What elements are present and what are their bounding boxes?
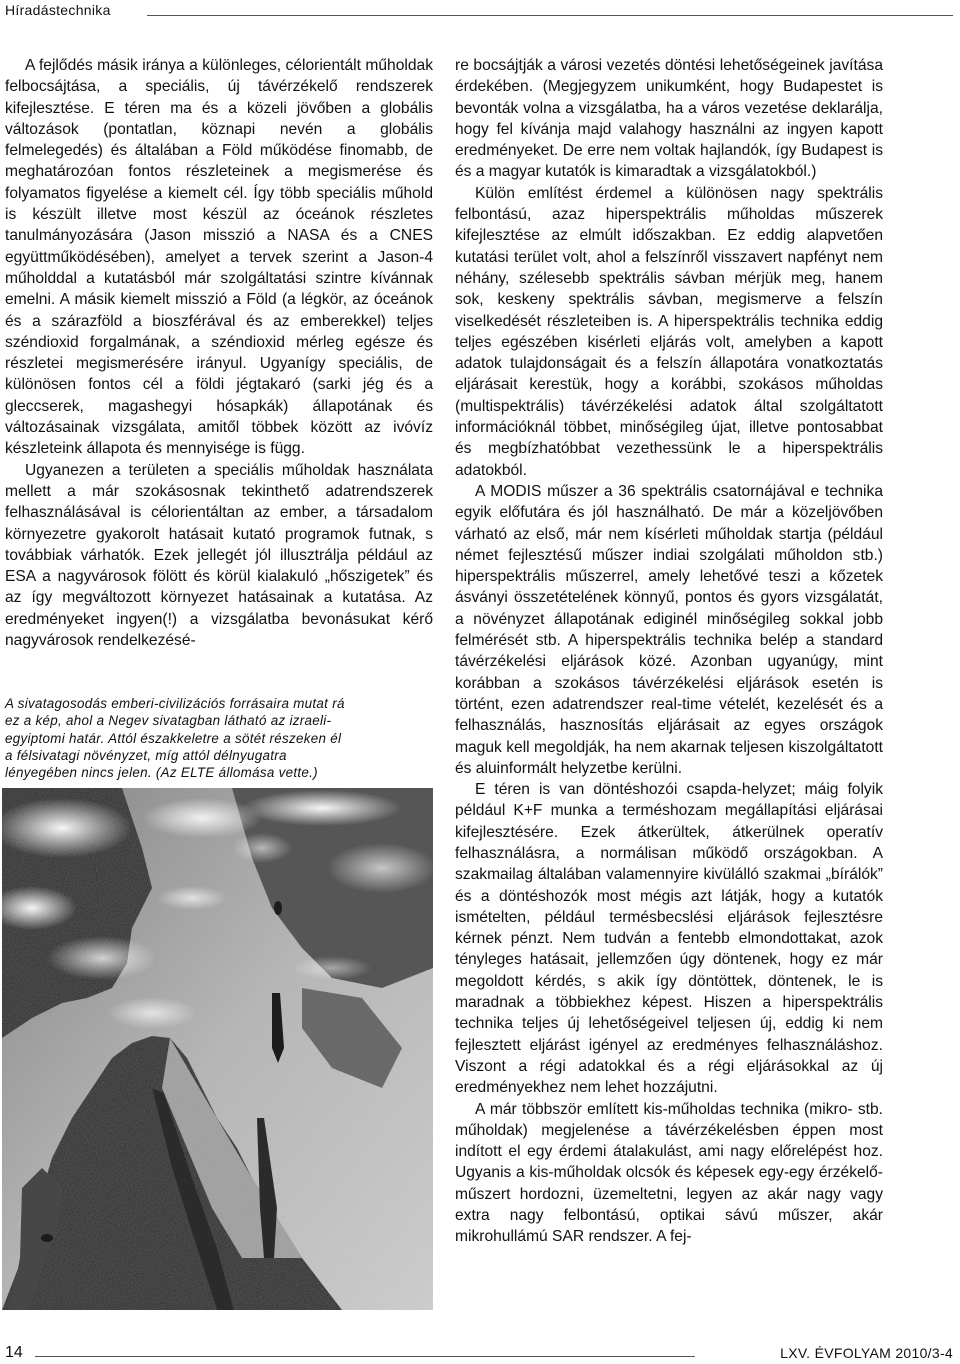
figure-caption [5, 695, 433, 781]
page-number: 14 [5, 1344, 23, 1361]
caption-line: A sivatagosodás emberi-civilizációs forrásaira mutat rá [5, 696, 345, 711]
paragraph: E téren is van döntéshozói csapda-helyzet; máig folyik például K+F munka a terméshozam megállapítási eljárásai kifejlesztésére. Ezek átkerültek, átkerülnek operatív felhasználásra, a normálisan működő országokban. A szakmailag általában valamennyire kivülálló szakmai „bírálók” és a döntéshozók most mégis azt látják, hogy a kutatók ismételten, például termésbecslési eljárások fejlesztésre kérnek pénzt. Nem tudván a fentebb elmondottakat, azok tényleges hatásait, jellemzően úgy döntenek, hogy ez már megoldott kérdés, s akik így döntöttek, döntenek, le is maradnak a többiekhez képest. Hiszen a hiperspektrális technika teljes új lehetőségeivel teljesen új, eddig ki nem fejlesztett eljárást igényel az eredményes felhasználáshoz. Viszont a régi adatokkal és a régi eljárásokkal az új eredményekhez nem lehet hozzájutni. [455, 781, 883, 1097]
caption-line: lényegében nincs jelen. (Az ELTE állomása vette.) [5, 765, 318, 781]
paragraph: A fejlődés másik iránya a különleges, célorientált műholdak felbocsájtása, a speciális, új távérzékelő rendszerek kifejlesztése. E téren ma és a közeli jövőben a globális változások (pontatlan, köznapi nevén a globális felmelegedés) és általában a Föld működése finomabb, de meghatározóan fontos részleteinek a megismerése és folyamatos figyelése a kiemelt cél. Így több speciális műhold is készült illetve most készül az óceánok részletes tanulmányozására (Jason misszió a NASA és a CNES együttműködésében), amelyet a tervek szerint a Jason-4 műholddal a kutatásból már szolgáltatási szintre kívánnak emelni. A másik kiemelt misszió a Föld (a légkör, az óceánok és a szárazföld a bioszférával és az emberekkel) teljes széndioxid forgalmának, a széndioxid mérleg egésze és részletei megismerésére irányul. Ugyanígy speciális, de különösen fontos cél a földi jégtakaró (sarki jég és a gleccserek, magashegyi hósapkák) állapotának és változásainak vizsgálata, amitől többek között az ivóvíz készleteink állapota és mennyisége is függ. [5, 57, 433, 458]
footer-rule [35, 1356, 695, 1357]
right-column [455, 55, 883, 1248]
paragraph: A MODIS műszer a 36 spektrális csatornájával e technika egyik előfutára és jól használható. De már a közeljövőben várható az első, már nem kísérleti műholdak startja (például német fejlesztésű műszer indiai szolgálati műholdon stb.) hiperspektrális műszerrel, amely lehetővé teszi a kőzetek ásványi összetételének könnyű, pontos és gyors vizsgálatát, a növényzet állapotának ediginél minőségileg sokkal jobb felmérését stb. A hiperspektrális technika belép a standard távérzékelési eljárások közé. Azonban ugyanúgy, mint korábban a szokásos távérzékelési eljárások esetén is történt, ezen adatrendszer real-time vételét, kezelését és a felhasználás, hasznosítás eljárásait az egyes országok maguk kell megoldják, ha nem akarnak teljesen kiszolgáltatott és aluinformált helyzetbe kerülni. [455, 482, 883, 777]
page-header [5, 2, 953, 22]
paragraph: Ugyanezen a területen a speciális műholdak használata mellett a már szokásosnak tekinthető adatrendszerek felhasználásával is célorientáltan az ember, a társadalom környezetre gyakorolt hatásait kutató programok futnak, s továbbiak várhatók. Ezek jellegét jól illusztrálja például az ESA a nagyvárosok fölött és körül kialakuló „hőszigetek” és az így megváltozott környezet hatásainak a kutatása. Az eredményeket ingyen(!) a vizsgálatba bevonásukat kérő nagyvárosok rendelkezésé- [5, 461, 433, 650]
section-title: Híradástechnika [5, 2, 111, 18]
left-column [5, 55, 433, 651]
caption-line: ez a kép, ahol a Negev sivatagban látható az izraeli- [5, 713, 332, 729]
header-rule [147, 15, 953, 16]
page-footer [5, 1342, 953, 1364]
paragraph: Külön említést érdemel a különösen nagy spektrális felbontású, azaz hiperspektrális műholdas műszerek kifejlesztése az elmúlt időszakban. Ez eddig alapvetően kutatási terület volt, ahol a felszínről visszavert napfényt nem néhány, szélesebb spektrális sávban mérjük meg, hanem sok, keskeny spektrális sávban, megismerve a felszín viselkedését részleteiben is. A hiperspektrális technika eddig teljes egészében kisérleti eljárás volt, amelyben a kapott adatok tulajdonságait és a felszín állapotára vonatkoztatás eljárásait kerestük, hogy a korábbi, szokásos műholdas (multispektrális) távérzékelési adatok által szolgáltatott információknál többet, minőségileg újat, illetve pontosabbat és megbízhatóbbat vezethessünk le a hiperspektrális adatokból. [455, 184, 883, 479]
satellite-image [2, 788, 433, 1310]
caption-line: a félsivatagi növényzet, míg attól délnyugatra [5, 747, 287, 763]
caption-line: egyiptomi határ. Attól északkeletre a sötét részeken él [5, 730, 342, 746]
paragraph: re bocsájtják a városi vezetés döntési lehetőségeinek javítása érdekében. (Megjegyzem unikumként, hogy Budapestet is bevonták volna a vizsgálatba, ha a város vezetése deklarálja, hogy fel kívánja majd valahogy használni az ingyen kapott eredményeket. De erre nem voltak hajlandók, így Budapest is és a magyar kutatók is kimaradtak a vizsgálatokból.) [455, 57, 883, 181]
journal-volume: LXV. ÉVFOLYAM 2010/3-4 [780, 1345, 953, 1361]
paragraph: A már többször említett kis-műholdas technika (mikro- stb. műholdak) megjelenése a távérzékelésben éppen most indított el egy érdemi átalakulást, ami nagy előrelépést hoz. Ugyanis a kis-műholdak olcsók és képesek egy-egy érzékelő-műszert hordozni, üzemeltetni, legyen az akár nagy vagy extra nagy felbontású, optikai sávú műszer, akár mikrohullámú SAR rendszer. A fej- [455, 1100, 883, 1246]
satellite-image-graphic [2, 788, 433, 1310]
